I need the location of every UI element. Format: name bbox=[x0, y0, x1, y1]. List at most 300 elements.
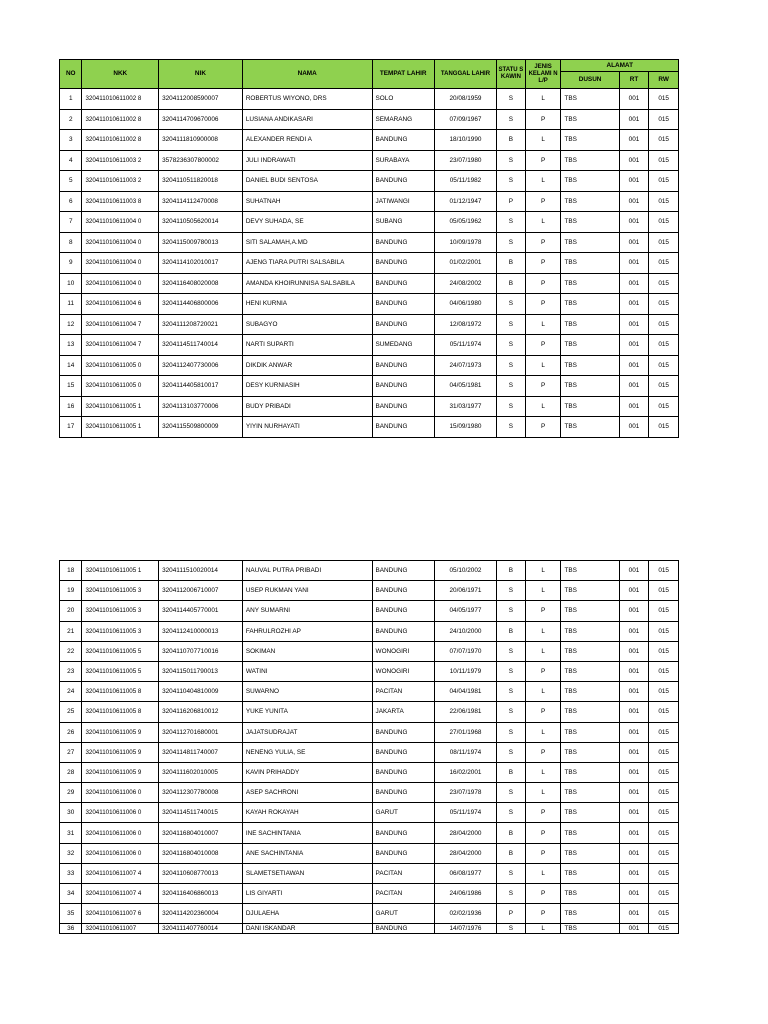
cell-rw: 015 bbox=[649, 130, 679, 151]
header-nama: NAMA bbox=[242, 60, 372, 89]
cell-tanggal-lahir: 05/11/1982 bbox=[434, 171, 496, 192]
cell-dusun: TBS bbox=[561, 355, 619, 376]
cell-status-kawin: S bbox=[497, 171, 526, 192]
cell-status-kawin: P bbox=[497, 904, 526, 924]
cell-status-kawin: B bbox=[497, 130, 526, 151]
cell-nik: 3204115009780013 bbox=[159, 232, 243, 253]
cell-nama: WATINI bbox=[242, 661, 372, 681]
cell-dusun: TBS bbox=[561, 742, 619, 762]
cell-status-kawin: S bbox=[497, 863, 526, 883]
cell-nama: JAJATSUDRAJAT bbox=[242, 722, 372, 742]
cell-nkk: 320411010611005 1 bbox=[82, 561, 159, 581]
cell-status-kawin: S bbox=[497, 803, 526, 823]
cell-nkk: 320411010611002 8 bbox=[82, 89, 159, 110]
cell-tanggal-lahir: 23/07/1980 bbox=[434, 150, 496, 171]
cell-status-kawin: B bbox=[497, 823, 526, 843]
cell-tanggal-lahir: 28/04/2000 bbox=[434, 843, 496, 863]
cell-status-kawin: B bbox=[497, 273, 526, 294]
table-row bbox=[60, 641, 679, 661]
table-row bbox=[60, 803, 679, 823]
cell-tanggal-lahir: 18/10/1990 bbox=[434, 130, 496, 151]
cell-no: 12 bbox=[60, 314, 82, 335]
cell-no: 29 bbox=[60, 783, 82, 803]
cell-dusun: TBS bbox=[561, 722, 619, 742]
header-nik: NIK bbox=[159, 60, 243, 89]
cell-no: 34 bbox=[60, 884, 82, 904]
header-status-kawin: STATU S KAWIN bbox=[497, 60, 526, 89]
cell-rw: 015 bbox=[649, 191, 679, 212]
cell-nik: 3204114709670006 bbox=[159, 109, 243, 130]
cell-dusun: TBS bbox=[561, 294, 619, 315]
cell-nkk: 320411010611005 3 bbox=[82, 621, 159, 641]
cell-rt: 001 bbox=[619, 803, 649, 823]
cell-jenis-kelamin: P bbox=[525, 150, 561, 171]
cell-jenis-kelamin: P bbox=[525, 661, 561, 681]
cell-nama: DJULAEHA bbox=[242, 904, 372, 924]
cell-rw: 015 bbox=[649, 702, 679, 722]
cell-jenis-kelamin: P bbox=[525, 273, 561, 294]
cell-tanggal-lahir: 31/03/1977 bbox=[434, 396, 496, 417]
cell-status-kawin: S bbox=[497, 376, 526, 397]
cell-jenis-kelamin: L bbox=[525, 762, 561, 782]
cell-nik: 3204114406800006 bbox=[159, 294, 243, 315]
cell-nama: INE SACHINTANIA bbox=[242, 823, 372, 843]
cell-rt: 001 bbox=[619, 581, 649, 601]
cell-rw: 015 bbox=[649, 581, 679, 601]
cell-status-kawin: P bbox=[497, 191, 526, 212]
cell-tanggal-lahir: 05/11/1974 bbox=[434, 803, 496, 823]
table-row bbox=[60, 191, 679, 212]
cell-tanggal-lahir: 14/07/1976 bbox=[434, 924, 496, 934]
cell-nama: BUDY PRIBADI bbox=[242, 396, 372, 417]
cell-nama: SUHATNAH bbox=[242, 191, 372, 212]
cell-jenis-kelamin: P bbox=[525, 843, 561, 863]
cell-nama: AJENG TIARA PUTRI SALSABILA bbox=[242, 253, 372, 274]
cell-tempat-lahir: BANDUNG bbox=[372, 294, 434, 315]
cell-tanggal-lahir: 04/05/1981 bbox=[434, 376, 496, 397]
table-row bbox=[60, 904, 679, 924]
cell-status-kawin: S bbox=[497, 682, 526, 702]
cell-no: 33 bbox=[60, 863, 82, 883]
cell-nkk: 320411010611007 4 bbox=[82, 884, 159, 904]
cell-jenis-kelamin: P bbox=[525, 335, 561, 356]
cell-status-kawin: S bbox=[497, 335, 526, 356]
cell-tanggal-lahir: 04/04/1981 bbox=[434, 682, 496, 702]
cell-tanggal-lahir: 10/09/1978 bbox=[434, 232, 496, 253]
cell-rw: 015 bbox=[649, 783, 679, 803]
cell-nama: YUKE YUNITA bbox=[242, 702, 372, 722]
cell-nkk: 320411010611005 9 bbox=[82, 762, 159, 782]
cell-nkk: 320411010611005 0 bbox=[82, 355, 159, 376]
header-rt: RT bbox=[619, 72, 649, 89]
cell-rt: 001 bbox=[619, 150, 649, 171]
cell-nkk: 320411010611004 0 bbox=[82, 212, 159, 233]
cell-nama: NAUVAL PUTRA PRIBADI bbox=[242, 561, 372, 581]
cell-jenis-kelamin: L bbox=[525, 682, 561, 702]
cell-tanggal-lahir: 22/06/1981 bbox=[434, 702, 496, 722]
cell-tanggal-lahir: 20/08/1959 bbox=[434, 89, 496, 110]
cell-nkk: 320411010611004 7 bbox=[82, 314, 159, 335]
cell-nama: FAHRULROZHI AP bbox=[242, 621, 372, 641]
cell-no: 21 bbox=[60, 621, 82, 641]
cell-dusun: TBS bbox=[561, 89, 619, 110]
cell-jenis-kelamin: P bbox=[525, 904, 561, 924]
cell-tanggal-lahir: 08/11/1974 bbox=[434, 742, 496, 762]
cell-tempat-lahir: BANDUNG bbox=[372, 561, 434, 581]
cell-dusun: TBS bbox=[561, 396, 619, 417]
cell-rw: 015 bbox=[649, 601, 679, 621]
cell-dusun: TBS bbox=[561, 232, 619, 253]
cell-nkk: 320411010611004 6 bbox=[82, 294, 159, 315]
cell-no: 9 bbox=[60, 253, 82, 274]
cell-tempat-lahir: BANDUNG bbox=[372, 273, 434, 294]
cell-no: 22 bbox=[60, 641, 82, 661]
cell-no: 32 bbox=[60, 843, 82, 863]
cell-nama: KAVIN PRIHADDY bbox=[242, 762, 372, 782]
cell-rw: 015 bbox=[649, 884, 679, 904]
cell-jenis-kelamin: P bbox=[525, 884, 561, 904]
cell-no: 5 bbox=[60, 171, 82, 192]
cell-tanggal-lahir: 07/07/1970 bbox=[434, 641, 496, 661]
cell-tanggal-lahir: 01/02/2001 bbox=[434, 253, 496, 274]
cell-nik: 3204116804010007 bbox=[159, 823, 243, 843]
cell-tanggal-lahir: 05/11/1974 bbox=[434, 335, 496, 356]
cell-tempat-lahir: BANDUNG bbox=[372, 823, 434, 843]
cell-nkk: 320411010611005 5 bbox=[82, 641, 159, 661]
cell-no: 11 bbox=[60, 294, 82, 315]
cell-tempat-lahir: BANDUNG bbox=[372, 742, 434, 762]
cell-nik: 3204112006710007 bbox=[159, 581, 243, 601]
cell-rt: 001 bbox=[619, 641, 649, 661]
table-row bbox=[60, 581, 679, 601]
cell-status-kawin: B bbox=[497, 561, 526, 581]
cell-dusun: TBS bbox=[561, 130, 619, 151]
table-row bbox=[60, 884, 679, 904]
cell-nkk: 320411010611005 5 bbox=[82, 661, 159, 681]
cell-nkk: 320411010611004 0 bbox=[82, 273, 159, 294]
cell-jenis-kelamin: L bbox=[525, 783, 561, 803]
cell-status-kawin: B bbox=[497, 762, 526, 782]
cell-jenis-kelamin: L bbox=[525, 641, 561, 661]
cell-nik: 3204116408020008 bbox=[159, 273, 243, 294]
cell-jenis-kelamin: L bbox=[525, 722, 561, 742]
cell-nama: SUWARNO bbox=[242, 682, 372, 702]
cell-rw: 015 bbox=[649, 661, 679, 681]
cell-jenis-kelamin: P bbox=[525, 417, 561, 438]
cell-rw: 015 bbox=[649, 294, 679, 315]
cell-jenis-kelamin: P bbox=[525, 601, 561, 621]
cell-nkk: 320411010611005 1 bbox=[82, 396, 159, 417]
cell-no: 4 bbox=[60, 150, 82, 171]
cell-status-kawin: S bbox=[497, 314, 526, 335]
cell-nkk: 320411010611004 0 bbox=[82, 253, 159, 274]
cell-nik: 3204111407760014 bbox=[159, 924, 243, 934]
cell-no: 30 bbox=[60, 803, 82, 823]
cell-rt: 001 bbox=[619, 904, 649, 924]
table-row bbox=[60, 722, 679, 742]
cell-nkk: 320411010611004 0 bbox=[82, 232, 159, 253]
cell-tanggal-lahir: 01/12/1947 bbox=[434, 191, 496, 212]
cell-rw: 015 bbox=[649, 273, 679, 294]
table-row bbox=[60, 682, 679, 702]
cell-nkk: 320411010611005 9 bbox=[82, 742, 159, 762]
table-row bbox=[60, 314, 679, 335]
cell-rw: 015 bbox=[649, 722, 679, 742]
table-row bbox=[60, 335, 679, 356]
table-row bbox=[60, 150, 679, 171]
cell-jenis-kelamin: P bbox=[525, 803, 561, 823]
cell-rt: 001 bbox=[619, 601, 649, 621]
cell-rw: 015 bbox=[649, 904, 679, 924]
cell-jenis-kelamin: L bbox=[525, 863, 561, 883]
cell-dusun: TBS bbox=[561, 702, 619, 722]
cell-no: 20 bbox=[60, 601, 82, 621]
cell-nama: DEVY SUHADA, SE bbox=[242, 212, 372, 233]
cell-nkk: 320411010611005 3 bbox=[82, 581, 159, 601]
cell-jenis-kelamin: L bbox=[525, 314, 561, 335]
cell-rw: 015 bbox=[649, 150, 679, 171]
cell-tempat-lahir: BANDUNG bbox=[372, 783, 434, 803]
cell-nkk: 320411010611002 8 bbox=[82, 130, 159, 151]
cell-nama: SOKIMAN bbox=[242, 641, 372, 661]
cell-tempat-lahir: GARUT bbox=[372, 803, 434, 823]
cell-nama: ASEP SACHRONI bbox=[242, 783, 372, 803]
cell-status-kawin: B bbox=[497, 253, 526, 274]
cell-rw: 015 bbox=[649, 742, 679, 762]
cell-jenis-kelamin: L bbox=[525, 561, 561, 581]
table-row bbox=[60, 601, 679, 621]
cell-nkk: 320411010611006 0 bbox=[82, 823, 159, 843]
cell-nama: ANY SUMARNI bbox=[242, 601, 372, 621]
cell-no: 7 bbox=[60, 212, 82, 233]
resident-table-2 bbox=[59, 560, 679, 934]
cell-status-kawin: S bbox=[497, 641, 526, 661]
cell-tempat-lahir: PACITAN bbox=[372, 863, 434, 883]
cell-rw: 015 bbox=[649, 212, 679, 233]
cell-rt: 001 bbox=[619, 762, 649, 782]
cell-rt: 001 bbox=[619, 171, 649, 192]
cell-rt: 001 bbox=[619, 863, 649, 883]
cell-jenis-kelamin: P bbox=[525, 232, 561, 253]
cell-nik: 3204114102010017 bbox=[159, 253, 243, 274]
cell-nik: 3204112410000013 bbox=[159, 621, 243, 641]
cell-status-kawin: B bbox=[497, 621, 526, 641]
cell-rt: 001 bbox=[619, 335, 649, 356]
cell-dusun: TBS bbox=[561, 601, 619, 621]
cell-no: 15 bbox=[60, 376, 82, 397]
cell-dusun: TBS bbox=[561, 253, 619, 274]
cell-nik: 3204114405810017 bbox=[159, 376, 243, 397]
cell-jenis-kelamin: L bbox=[525, 924, 561, 934]
cell-nik: 3204111510020014 bbox=[159, 561, 243, 581]
cell-tempat-lahir: BANDUNG bbox=[372, 762, 434, 782]
table-row bbox=[60, 294, 679, 315]
cell-no: 35 bbox=[60, 904, 82, 924]
cell-dusun: TBS bbox=[561, 762, 619, 782]
cell-no: 27 bbox=[60, 742, 82, 762]
table-row bbox=[60, 355, 679, 376]
cell-dusun: TBS bbox=[561, 661, 619, 681]
cell-status-kawin: S bbox=[497, 783, 526, 803]
cell-nkk: 320411010611006 0 bbox=[82, 803, 159, 823]
cell-dusun: TBS bbox=[561, 783, 619, 803]
cell-nkk: 320411010611003 2 bbox=[82, 150, 159, 171]
cell-status-kawin: S bbox=[497, 212, 526, 233]
cell-tempat-lahir: BANDUNG bbox=[372, 171, 434, 192]
cell-jenis-kelamin: P bbox=[525, 191, 561, 212]
cell-rw: 015 bbox=[649, 376, 679, 397]
cell-rt: 001 bbox=[619, 130, 649, 151]
table-row bbox=[60, 396, 679, 417]
cell-dusun: TBS bbox=[561, 823, 619, 843]
cell-nik: 3204111208720021 bbox=[159, 314, 243, 335]
cell-rt: 001 bbox=[619, 843, 649, 863]
cell-tanggal-lahir: 16/02/2001 bbox=[434, 762, 496, 782]
cell-tanggal-lahir: 06/08/1977 bbox=[434, 863, 496, 883]
cell-no: 25 bbox=[60, 702, 82, 722]
cell-tanggal-lahir: 05/05/1962 bbox=[434, 212, 496, 233]
table-row bbox=[60, 376, 679, 397]
cell-nama: AMANDA KHOIRUNNISA SALSABILA bbox=[242, 273, 372, 294]
cell-dusun: TBS bbox=[561, 621, 619, 641]
cell-status-kawin: S bbox=[497, 232, 526, 253]
cell-no: 16 bbox=[60, 396, 82, 417]
cell-status-kawin: S bbox=[497, 722, 526, 742]
cell-nama: SLAMETSETIAWAN bbox=[242, 863, 372, 883]
cell-nik: 3204116804010008 bbox=[159, 843, 243, 863]
cell-rw: 015 bbox=[649, 355, 679, 376]
cell-nkk: 320411010611005 9 bbox=[82, 722, 159, 742]
cell-no: 24 bbox=[60, 682, 82, 702]
cell-tanggal-lahir: 12/08/1972 bbox=[434, 314, 496, 335]
cell-jenis-kelamin: L bbox=[525, 621, 561, 641]
cell-nama: USEP RUKMAN YANI bbox=[242, 581, 372, 601]
cell-nama: DANI ISKANDAR bbox=[242, 924, 372, 934]
cell-nama: YIYIN NURHAYATI bbox=[242, 417, 372, 438]
cell-rt: 001 bbox=[619, 702, 649, 722]
cell-tempat-lahir: BANDUNG bbox=[372, 722, 434, 742]
cell-tempat-lahir: BANDUNG bbox=[372, 396, 434, 417]
cell-dusun: TBS bbox=[561, 924, 619, 934]
cell-tempat-lahir: SUMEDANG bbox=[372, 335, 434, 356]
cell-jenis-kelamin: P bbox=[525, 294, 561, 315]
cell-nama: LUSIANA ANDIKASARI bbox=[242, 109, 372, 130]
cell-dusun: TBS bbox=[561, 109, 619, 130]
cell-nama: HENI KURNIA bbox=[242, 294, 372, 315]
cell-tempat-lahir: JAKARTA bbox=[372, 702, 434, 722]
cell-status-kawin: S bbox=[497, 661, 526, 681]
cell-tempat-lahir: BANDUNG bbox=[372, 621, 434, 641]
cell-dusun: TBS bbox=[561, 641, 619, 661]
cell-tanggal-lahir: 04/06/1980 bbox=[434, 294, 496, 315]
cell-tempat-lahir: SUBANG bbox=[372, 212, 434, 233]
cell-nik: 3204115509800009 bbox=[159, 417, 243, 438]
cell-dusun: TBS bbox=[561, 417, 619, 438]
cell-dusun: TBS bbox=[561, 273, 619, 294]
cell-nama: JULI INDRAWATI bbox=[242, 150, 372, 171]
cell-status-kawin: S bbox=[497, 355, 526, 376]
cell-tanggal-lahir: 24/07/1973 bbox=[434, 355, 496, 376]
cell-rw: 015 bbox=[649, 762, 679, 782]
cell-nik: 3578236307800002 bbox=[159, 150, 243, 171]
cell-rt: 001 bbox=[619, 273, 649, 294]
cell-rw: 015 bbox=[649, 109, 679, 130]
cell-jenis-kelamin: L bbox=[525, 171, 561, 192]
cell-no: 2 bbox=[60, 109, 82, 130]
cell-dusun: TBS bbox=[561, 682, 619, 702]
cell-nkk: 320411010611007 bbox=[82, 924, 159, 934]
cell-no: 1 bbox=[60, 89, 82, 110]
table-row bbox=[60, 171, 679, 192]
cell-tempat-lahir: PACITAN bbox=[372, 682, 434, 702]
cell-no: 23 bbox=[60, 661, 82, 681]
cell-dusun: TBS bbox=[561, 904, 619, 924]
cell-nama: SITI SALAMAH,A.MD bbox=[242, 232, 372, 253]
cell-dusun: TBS bbox=[561, 212, 619, 233]
cell-rt: 001 bbox=[619, 561, 649, 581]
resident-table-1 bbox=[59, 59, 679, 438]
cell-nik: 3204113103770006 bbox=[159, 396, 243, 417]
cell-nkk: 320411010611007 4 bbox=[82, 863, 159, 883]
cell-rw: 015 bbox=[649, 232, 679, 253]
cell-nik: 3204114405770001 bbox=[159, 601, 243, 621]
cell-nik: 3204110707710016 bbox=[159, 641, 243, 661]
cell-tanggal-lahir: 15/09/1980 bbox=[434, 417, 496, 438]
cell-nama: NARTI SUPARTI bbox=[242, 335, 372, 356]
cell-rt: 001 bbox=[619, 722, 649, 742]
cell-jenis-kelamin: L bbox=[525, 355, 561, 376]
cell-nkk: 320411010611005 8 bbox=[82, 682, 159, 702]
cell-tempat-lahir: BANDUNG bbox=[372, 924, 434, 934]
cell-tempat-lahir: WONOGIRI bbox=[372, 641, 434, 661]
cell-tanggal-lahir: 24/06/1986 bbox=[434, 884, 496, 904]
cell-tanggal-lahir: 10/11/1979 bbox=[434, 661, 496, 681]
header-alamat: ALAMAT bbox=[561, 60, 679, 72]
cell-tanggal-lahir: 27/01/1968 bbox=[434, 722, 496, 742]
cell-nik: 3204110505620014 bbox=[159, 212, 243, 233]
cell-status-kawin: S bbox=[497, 884, 526, 904]
cell-nama: LIS GIYARTI bbox=[242, 884, 372, 904]
cell-rt: 001 bbox=[619, 314, 649, 335]
cell-nik: 3204111810900008 bbox=[159, 130, 243, 151]
cell-rt: 001 bbox=[619, 212, 649, 233]
table-row bbox=[60, 661, 679, 681]
cell-status-kawin: S bbox=[497, 924, 526, 934]
cell-status-kawin: S bbox=[497, 294, 526, 315]
cell-tempat-lahir: SOLO bbox=[372, 89, 434, 110]
cell-tempat-lahir: BANDUNG bbox=[372, 232, 434, 253]
cell-rw: 015 bbox=[649, 803, 679, 823]
cell-no: 8 bbox=[60, 232, 82, 253]
table-row bbox=[60, 253, 679, 274]
cell-tempat-lahir: BANDUNG bbox=[372, 581, 434, 601]
header-no: NO bbox=[60, 60, 82, 89]
cell-nik: 3204114811740007 bbox=[159, 742, 243, 762]
table-row bbox=[60, 89, 679, 110]
cell-rt: 001 bbox=[619, 294, 649, 315]
cell-nama: ANE SACHINTANIA bbox=[242, 843, 372, 863]
cell-jenis-kelamin: P bbox=[525, 109, 561, 130]
cell-dusun: TBS bbox=[561, 561, 619, 581]
header-nkk: NKK bbox=[82, 60, 159, 89]
cell-nama: DANIEL BUDI SENTOSA bbox=[242, 171, 372, 192]
cell-nama: KAYAH ROKAYAH bbox=[242, 803, 372, 823]
cell-nama: DIKDIK ANWAR bbox=[242, 355, 372, 376]
cell-dusun: TBS bbox=[561, 314, 619, 335]
cell-nik: 3204110608770013 bbox=[159, 863, 243, 883]
cell-tempat-lahir: BANDUNG bbox=[372, 355, 434, 376]
cell-nkk: 320411010611005 1 bbox=[82, 417, 159, 438]
